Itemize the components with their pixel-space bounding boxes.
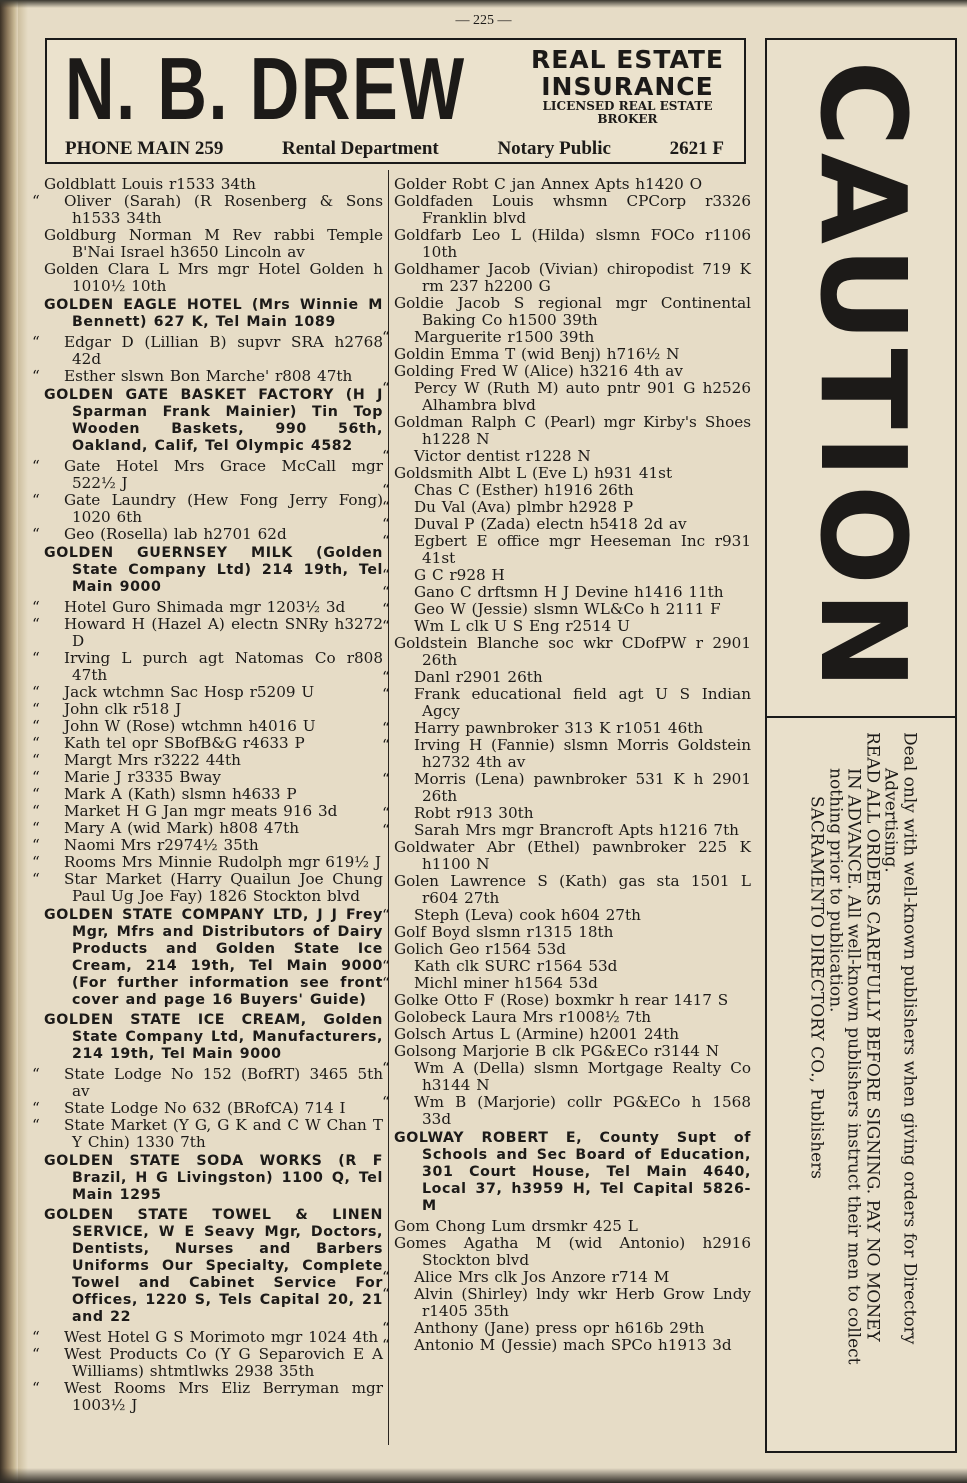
directory-listing [394, 346, 751, 363]
ad-license-broker: BROKER [597, 112, 658, 126]
caution-message [808, 732, 919, 1442]
listing-text: Golder Robt C jan Annex Apts h1420 O [394, 175, 703, 193]
ditto-mark: “ [382, 447, 390, 465]
ditto-mark: “ [382, 957, 390, 975]
ditto-mark: “ [32, 819, 40, 837]
directory-listing [32, 700, 383, 718]
directory-listing [32, 717, 383, 735]
ditto-mark: “ [32, 491, 40, 509]
listing-text: Geo (Rosella) lab h2701 62d [64, 525, 287, 543]
ditto-mark: “ [32, 1345, 40, 1363]
listing-text: Goldburg Norman M Rev rabbi Temple B'Nai Israel h3650 Lincoln av [44, 226, 383, 261]
ditto-mark: “ [32, 598, 40, 616]
listing-text: Kath tel opr SBofB&G r4633 P [64, 734, 305, 752]
ditto-mark: “ [32, 1379, 40, 1397]
directory-listing [394, 941, 751, 958]
ad-insurance: INSURANCE [541, 72, 714, 101]
listing-text: Goldstein Blanche soc wkr CDofPW r 2901 26th [394, 634, 751, 669]
directory-listing [44, 227, 383, 261]
directory-listing [32, 457, 383, 492]
listing-text: Goldwater Abr (Ethel) pawnbroker 225 K h1100 N [394, 838, 751, 873]
listing-text: Marie J r3335 Bway [64, 768, 221, 786]
directory-listing [394, 1235, 751, 1269]
caution-line-1: Deal only with well-known publishers when giving orders for Directory [899, 732, 920, 1345]
directory-listing [32, 491, 383, 526]
directory-listing [394, 295, 751, 329]
listing-text: Golsch Artus L (Armine) h2001 24th [394, 1025, 680, 1043]
listing-text: Howard H (Hazel A) electn SNRy h3272 D [64, 615, 383, 650]
directory-listing [32, 853, 383, 871]
listing-text: Steph (Leva) cook h604 27th [414, 906, 641, 924]
directory-listing [394, 1009, 751, 1026]
directory-listing [44, 261, 383, 295]
ad-address: 2621 F [669, 138, 724, 159]
listing-text: GOLDEN STATE ICE CREAM, Golden State Company Ltd, Manufacturers, 214 19th, Tel Main 9000 [44, 1012, 383, 1062]
directory-listing [394, 1026, 751, 1043]
directory-listing [32, 683, 383, 701]
directory-listing [32, 525, 383, 543]
listing-text: Irving H (Fannie) slsmn Morris Goldstein h2732 4th av [414, 736, 751, 771]
listing-text: Esther slswn Bon Marche' r808 47th [64, 367, 353, 385]
listing-text: Wm L clk U S Eng r2514 U [414, 617, 630, 635]
listing-text: West Rooms Mrs Eliz Berryman mgr 1003½ J [64, 1379, 383, 1414]
directory-listing [382, 821, 751, 839]
ditto-mark: “ [32, 333, 40, 351]
directory-listing [32, 367, 383, 385]
directory-listing [394, 176, 751, 193]
directory-listing [382, 617, 751, 635]
ditto-mark: “ [32, 683, 40, 701]
listing-text: Golden Clara L Mrs mgr Hotel Golden h 1010½ 10th [44, 260, 383, 295]
listing-text: Golich Geo r1564 53d [394, 940, 566, 958]
caution-line-4: IN ADVANCE. All well-known publishers instruct their men to collect [844, 768, 864, 1365]
top-edge-shadow [0, 0, 967, 8]
ditto-mark: “ [32, 802, 40, 820]
listing-text: Gate Laundry (Hew Fong Jerry Fong) 1020 6th [64, 491, 383, 526]
ad-notary: Notary Public [497, 138, 611, 159]
ditto-mark: “ [32, 785, 40, 803]
ad-services-block [531, 46, 724, 126]
directory-listing [382, 328, 751, 346]
ditto-mark: “ [382, 1059, 390, 1077]
ditto-mark: “ [32, 734, 40, 752]
directory-listing [382, 481, 751, 499]
ad-contact-row [65, 138, 724, 160]
directory-listing [32, 649, 383, 684]
listing-text: Star Market (Harry Quailun Joe Chung Paul Ug Joe Fay) 1826 Stockton blvd [64, 870, 383, 905]
listing-text: Naomi Mrs r2974½ 35th [64, 836, 259, 854]
directory-listing [394, 261, 751, 295]
bold-directory-listing [394, 1130, 751, 1215]
listing-text: GOLDEN GATE BASKET FACTORY (H J Sparman Frank Mainier) Tin Top Wooden Baskets, 990 56th, Oakland, Calif, Tel Olympic 4582 [44, 387, 383, 454]
listing-text: Hotel Guro Shimada mgr 1203½ 3d [64, 598, 346, 616]
directory-listing [382, 566, 751, 584]
listing-text: Goldsmith Albt L (Eve L) h931 41st [394, 464, 673, 482]
listing-text: West Products Co (Y G Separovich E A Williams) shtmtlwks 2938 35th [64, 1345, 383, 1380]
ditto-mark: “ [32, 1116, 40, 1134]
listing-text: Mark A (Kath) slsmn h4633 P [64, 785, 297, 803]
ditto-mark: “ [382, 566, 390, 584]
directory-listing [382, 1319, 751, 1337]
directory-listing [32, 192, 383, 227]
listing-text: Percy W (Ruth M) auto pntr 901 G h2526 Alhambra blvd [414, 379, 751, 414]
directory-listing [382, 719, 751, 737]
listing-text: Anthony (Jane) press opr h616b 29th [414, 1319, 705, 1337]
listing-text: Wm B (Marjorie) collr PG&ECo h 1568 33d [414, 1093, 751, 1128]
listing-text: Margt Mrs r3222 44th [64, 751, 241, 769]
directory-listing [382, 804, 751, 822]
listing-text: Mary A (wid Mark) h808 47th [64, 819, 300, 837]
ditto-mark: “ [32, 853, 40, 871]
bold-directory-listing [44, 387, 383, 455]
listing-text: Alice Mrs clk Jos Anzore r714 M [414, 1268, 670, 1286]
ditto-mark: “ [382, 1093, 390, 1111]
directory-listing [32, 1065, 383, 1100]
listing-text: John W (Rose) wtchmn h4016 U [64, 717, 316, 735]
bold-directory-listing [44, 1153, 383, 1204]
directory-listing [32, 734, 383, 752]
directory-listing [32, 768, 383, 786]
ditto-mark: “ [32, 192, 40, 210]
listing-text: Rooms Mrs Minnie Rudolph mgr 619½ J [64, 853, 381, 871]
listing-text: Gano C drftsmn H J Devine h1416 11th [414, 583, 724, 601]
listing-text: GOLDEN STATE SODA WORKS (R F Brazil, H G Livingston) 1100 Q, Tel Main 1295 [44, 1153, 383, 1203]
directory-listing [32, 870, 383, 905]
bold-directory-listing [44, 907, 383, 1009]
listing-text: Morris (Lena) pawnbroker 531 K h 2901 26th [414, 770, 751, 805]
caution-line-3: READ ALL ORDERS CAREFULLY BEFORE SIGNING. PAY NO MONEY [862, 732, 883, 1342]
ditto-mark: “ [32, 1065, 40, 1083]
listing-text: GOLDEN GUERNSEY MILK (Golden State Company Ltd) 214 19th, Tel Main 9000 [44, 545, 383, 595]
listing-text: GOLDEN EAGLE HOTEL (Mrs Winnie M Bennett) 627 K, Tel Main 1089 [44, 297, 383, 330]
listing-text: West Hotel G S Morimoto mgr 1024 4th [64, 1328, 379, 1346]
directory-listing [382, 379, 751, 414]
directory-listing [382, 668, 751, 686]
left-directory-column [32, 175, 383, 1414]
ditto-mark: “ [382, 1285, 390, 1303]
ditto-mark: “ [382, 617, 390, 635]
directory-listing [382, 906, 751, 924]
ditto-mark: “ [32, 615, 40, 633]
caution-line-2: Advertising. [881, 768, 901, 873]
ditto-mark: “ [382, 668, 390, 686]
directory-listing [32, 615, 383, 650]
directory-listing [382, 1093, 751, 1128]
book-spine-shadow [0, 0, 18, 1483]
directory-listing [382, 957, 751, 975]
listing-text: Marguerite r1500 39th [414, 328, 595, 346]
listing-text: Du Val (Ava) plmbr h2928 P [414, 498, 634, 516]
listing-text: Robt r913 30th [414, 804, 534, 822]
ad-company-name: N. B. DREW [65, 39, 466, 138]
directory-listing [382, 685, 751, 720]
drew-advertisement-banner [45, 38, 746, 164]
listing-text: Golf Boyd slsmn r1315 18th [394, 923, 614, 941]
listing-text: State Lodge No 152 (BofRT) 3465 5th av [64, 1065, 383, 1100]
bold-directory-listing [44, 1012, 383, 1063]
directory-listing [44, 176, 383, 193]
listing-text: Golen Lawrence S (Kath) gas sta 1501 L r604 27th [394, 872, 751, 907]
directory-listing [32, 1328, 383, 1346]
directory-listing [382, 447, 751, 465]
listing-text: Golsong Marjorie B clk PG&ECo r3144 N [394, 1042, 720, 1060]
listing-text: Irving L purch agt Natomas Co r808 47th [64, 649, 383, 684]
listing-text: GOLDEN STATE TOWEL & LINEN SERVICE, W E Seavy Mgr, Doctors, Dentists, Nurses and Barbers Uniforms Our Specialty, Complete Towel and Cabinet Service For Offices, 1220 S, Tels Capital 20, 21 and 22 [44, 1207, 383, 1325]
directory-listing [32, 1345, 383, 1380]
ditto-mark: “ [32, 717, 40, 735]
listing-text: Duval P (Zada) electn h5418 2d av [414, 515, 687, 533]
directory-listing [32, 333, 383, 368]
listing-text: Market H G Jan mgr meats 916 3d [64, 802, 338, 820]
listing-text: Golding Fred W (Alice) h3216 4th av [394, 362, 683, 380]
ditto-mark: “ [382, 328, 390, 346]
ditto-mark: “ [382, 770, 390, 788]
listing-text: State Lodge No 632 (BRofCA) 714 I [64, 1099, 346, 1117]
directory-listing [394, 363, 751, 380]
listing-text: Danl r2901 26th [414, 668, 543, 686]
directory-listing [394, 839, 751, 873]
ditto-mark: “ [32, 836, 40, 854]
ditto-mark: “ [382, 821, 390, 839]
listing-text: Goldie Jacob S regional mgr Continental Baking Co h1500 39th [394, 294, 751, 329]
directory-listing [394, 193, 751, 227]
directory-listing [32, 751, 383, 769]
listing-text: Geo W (Jessie) slsmn WL&Co h 2111 F [414, 600, 721, 618]
listing-text: Edgar D (Lillian B) supvr SRA h2768 42d [64, 333, 383, 368]
listing-text: Frank educational field agt U S Indian Agcy [414, 685, 751, 720]
directory-listing [382, 1268, 751, 1286]
bold-directory-listing [44, 297, 383, 331]
ditto-mark: “ [382, 379, 390, 397]
ditto-mark: “ [382, 906, 390, 924]
caution-separator [767, 716, 955, 718]
listing-text: John clk r518 J [64, 700, 182, 718]
directory-listing [394, 635, 751, 669]
ditto-mark: “ [32, 870, 40, 888]
caution-notice-box [765, 38, 957, 1453]
listing-text: G C r928 H [414, 566, 505, 584]
listing-text: Oliver (Sarah) (R Rosenberg & Sons h1533 34th [64, 192, 383, 227]
directory-listing [32, 598, 383, 616]
listing-text: Jack wtchmn Sac Hosp r5209 U [64, 683, 315, 701]
directory-listing [382, 532, 751, 567]
ditto-mark: “ [32, 457, 40, 475]
listing-text: Victor dentist r1228 N [414, 447, 591, 465]
ditto-mark: “ [382, 974, 390, 992]
listing-text: Goldfaden Louis whsmn CPCorp r3326 Franklin blvd [394, 192, 751, 227]
listing-text: Gom Chong Lum drsmkr 425 L [394, 1217, 638, 1235]
directory-listing [394, 227, 751, 261]
ditto-mark: “ [382, 685, 390, 703]
listing-text: Gomes Agatha M (wid Antonio) h2916 Stockton blvd [394, 1234, 751, 1269]
directory-listing [394, 1218, 751, 1235]
ditto-mark: “ [32, 700, 40, 718]
caution-title: CAUTION [794, 60, 932, 696]
ditto-mark: “ [382, 498, 390, 516]
listing-text: GOLWAY ROBERT E, County Supt of Schools and Sec Board of Education, 301 Court House, Tel Main 4640, Local 37, h3959 H, Tel Capital 5826-M [394, 1130, 751, 1214]
right-directory-column [382, 175, 751, 1354]
directory-listing [382, 974, 751, 992]
listing-text: Goldfarb Leo L (Hilda) slsmn FOCo r1106 10th [394, 226, 751, 261]
directory-listing [382, 736, 751, 771]
directory-listing [32, 819, 383, 837]
caution-line-5: nothing prior to publication. [825, 768, 846, 1013]
ditto-mark: “ [382, 1336, 390, 1354]
ad-real-estate: REAL ESTATE [530, 45, 724, 74]
ad-phone: PHONE MAIN 259 [65, 138, 224, 159]
directory-listing [32, 836, 383, 854]
directory-listing [382, 583, 751, 601]
ditto-mark: “ [382, 481, 390, 499]
ditto-mark: “ [382, 1319, 390, 1337]
directory-listing [32, 1116, 383, 1151]
ad-rental: Rental Department [282, 138, 439, 159]
listing-text: Goldblatt Louis r1533 34th [44, 175, 256, 193]
listing-text: Chas C (Esther) h1916 26th [414, 481, 634, 499]
ditto-mark: “ [382, 719, 390, 737]
listing-text: Antonio M (Jessie) mach SPCo h1913 3d [414, 1336, 732, 1354]
directory-listing [394, 873, 751, 907]
directory-listing [382, 1285, 751, 1320]
page-gutter [18, 0, 28, 1483]
listing-text: Sarah Mrs mgr Brancroft Apts h1216 7th [414, 821, 739, 839]
ditto-mark: “ [382, 600, 390, 618]
ditto-mark: “ [382, 1268, 390, 1286]
ditto-mark: “ [32, 525, 40, 543]
directory-listing [382, 1059, 751, 1094]
ditto-mark: “ [32, 649, 40, 667]
directory-listing [382, 498, 751, 516]
directory-listing [32, 802, 383, 820]
listing-text: Harry pawnbroker 313 K r1051 46th [414, 719, 704, 737]
ditto-mark: “ [382, 736, 390, 754]
directory-listing [382, 1336, 751, 1354]
ditto-mark: “ [382, 583, 390, 601]
directory-listing [382, 770, 751, 805]
listing-text: Goldin Emma T (wid Benj) h716½ N [394, 345, 680, 363]
listing-text: Kath clk SURC r1564 53d [414, 957, 618, 975]
directory-listing [394, 924, 751, 941]
listing-text: State Market (Y G, G K and C W Chan T Y Chin) 1330 7th [64, 1116, 383, 1151]
bold-directory-listing [44, 1207, 383, 1326]
listing-text: GOLDEN STATE COMPANY LTD, J J Frey Mgr, Mfrs and Distributors of Dairy Products and Golden State Ice Cream, 214 19th, Tel Main 9000 (For further information see front cover and page 16 Buyers' Guide) [44, 907, 383, 1008]
caution-publisher: SACRAMENTO DIRECTORY CO., Publishers [807, 796, 827, 1180]
directory-listing [394, 465, 751, 482]
bottom-edge-shadow [0, 1468, 967, 1483]
listing-text: Gate Hotel Mrs Grace McCall mgr 522½ J [64, 457, 383, 492]
page-number: — 225 — [455, 13, 512, 28]
listing-text: Egbert E office mgr Heeseman Inc r931 41st [414, 532, 751, 567]
ditto-mark: “ [32, 751, 40, 769]
directory-listing [394, 992, 751, 1009]
directory-listing [32, 1379, 383, 1414]
listing-text: Alvin (Shirley) lndy wkr Herb Grow Lndy r1405 35th [414, 1285, 751, 1320]
directory-listing [382, 515, 751, 533]
ad-license: LICENSED REAL ESTATE [542, 99, 713, 113]
ditto-mark: “ [382, 804, 390, 822]
listing-text: Wm A (Della) slsmn Mortgage Realty Co h3144 N [414, 1059, 751, 1094]
ditto-mark: “ [382, 532, 390, 550]
directory-listing [394, 414, 751, 448]
directory-listing [32, 1099, 383, 1117]
listing-text: Golke Otto F (Rose) boxmkr h rear 1417 S [394, 991, 729, 1009]
listing-text: Goldman Ralph C (Pearl) mgr Kirby's Shoes h1228 N [394, 413, 751, 448]
listing-text: Goldhamer Jacob (Vivian) chiropodist 719 K rm 237 h2200 G [394, 260, 751, 295]
ditto-mark: “ [32, 768, 40, 786]
directory-listing [394, 1043, 751, 1060]
ditto-mark: “ [32, 1099, 40, 1117]
listing-text: Michl miner h1564 53d [414, 974, 598, 992]
ditto-mark: “ [32, 1328, 40, 1346]
listing-text: Golobeck Laura Mrs r1008½ 7th [394, 1008, 652, 1026]
ditto-mark: “ [32, 367, 40, 385]
ditto-mark: “ [382, 515, 390, 533]
directory-listing [382, 600, 751, 618]
bold-directory-listing [44, 545, 383, 596]
directory-listing [32, 785, 383, 803]
